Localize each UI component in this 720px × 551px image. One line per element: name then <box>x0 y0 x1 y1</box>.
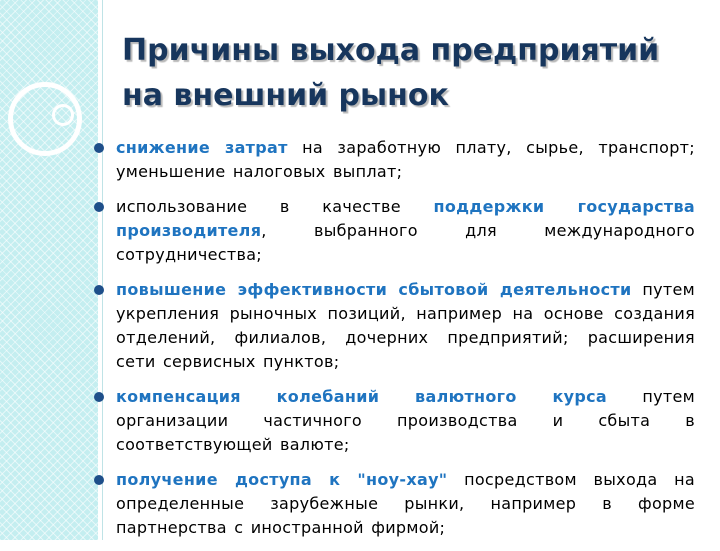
item-text: путем организации частичного производства и сбыта в соответствующей валюте; <box>116 387 695 454</box>
item-text: на заработную плату, сырье, транспорт; уменьшение налоговых выплат; <box>116 138 695 181</box>
bullet-list <box>94 136 695 551</box>
list-item-cost-reduction <box>94 136 695 184</box>
bullet-icon <box>94 392 104 402</box>
item-highlight: снижение затрат <box>116 138 288 157</box>
item-text: путем укрепления рыночных позиций, например на основе создания отделений, филиалов, дочерних предприятий; расширения сети сервисных пунктов; <box>116 280 695 371</box>
item-highlight: получение доступа к "ноу-хау" <box>116 470 448 489</box>
item-text: посредством выхода на определенные зарубежные рынки, например в форме партнерства с иностранной фирмой; <box>116 470 695 537</box>
list-item-currency-compensation <box>94 385 695 457</box>
decorative-small-circle <box>52 104 74 126</box>
list-item-state-support <box>94 195 695 267</box>
decorative-left-band <box>0 0 98 540</box>
list-item-sales-efficiency <box>94 278 695 374</box>
bullet-icon <box>94 285 104 295</box>
item-prefix: использование в качестве <box>116 197 434 216</box>
item-highlight: поддержки государства производителя <box>116 197 695 240</box>
item-highlight: компенсация колебаний валютного курса <box>116 387 607 406</box>
item-text: , выбранного для международного сотрудничества; <box>116 221 695 264</box>
bullet-icon <box>94 143 104 153</box>
slide-title: Причины выхода предприятий на внешний рынок <box>122 33 660 113</box>
item-highlight: повышение эффективности сбытовой деятельности <box>116 280 632 299</box>
list-item-know-how-access <box>94 468 695 540</box>
bullet-icon <box>94 202 104 212</box>
bullet-icon <box>94 475 104 485</box>
